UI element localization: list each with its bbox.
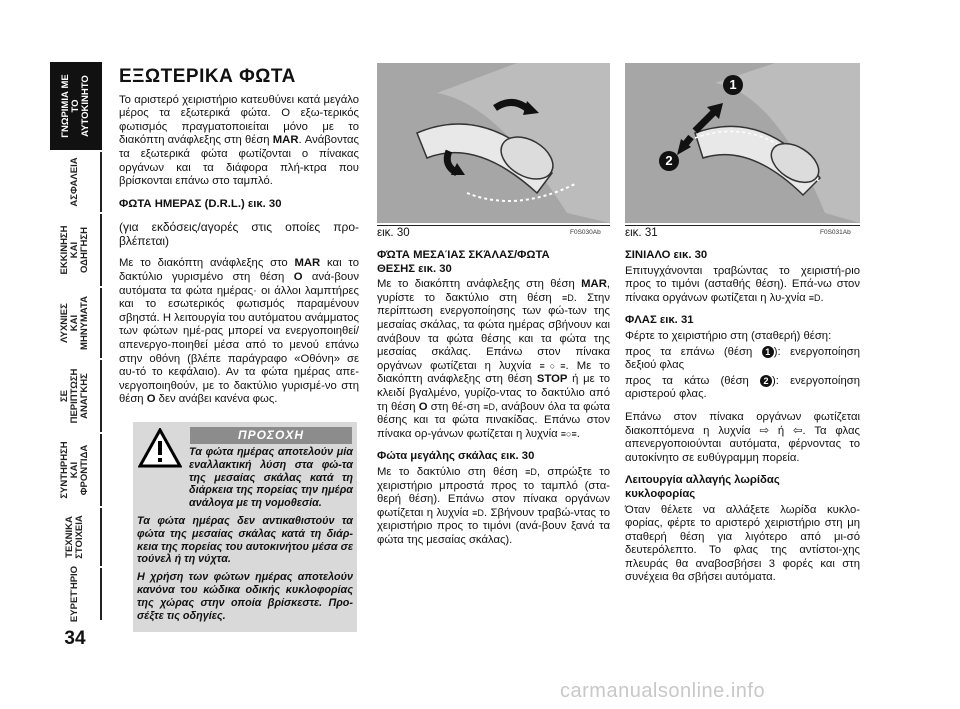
indicators-intro: Φέρτε το χειριστήριο στη (σταθερή) θέση: [625,329,832,342]
section-title: ΕΞΩΤΕΡΙΚΑ ΦΩΤΑ [119,66,296,87]
figure-30-caption: εικ. 30 [377,227,410,239]
watermark: carmanualsonline.info [560,680,766,702]
tab-getting-to-know[interactable]: ΓΝΩΡΙΜΙΑ ΜΕ ΤΟ ΑΥΤΟΚΙΝΗΤΟ [50,62,102,150]
tab-technical-data[interactable]: ΤΕΧΝΙΚΑ ΣΤΟΙΧΕΙΑ [50,508,102,566]
column-3 [625,249,860,594]
lane-change-paragraph: Όταν θέλετε να αλλάξετε λωρίδα κυκλο-φορίας, φέρτε το αριστερό χειριστήριο στη μη σταθερή θέση για λιγότερο από μι-σό δευτερόλεπτο. Το φλας της αντίστοι-χης πλευράς θα αναβοσβήσει 3 φορές και στη συνέχεια θα σβήσει αυτόματα. [625,503,860,584]
low-beam-heading-line2: ΘΕΣΗΣ εικ. 30 [377,262,452,275]
high-beam-paragraph: Με το δακτύλιο στη θέση ≡D, σπρώξτε το χειριστήριο μπροστά προς το ταμπλό (στα-θερή θέση). Επάνω στον πίνακα οργάνων φωτίζεται η λυχνία ≡D. Σβήνουν τραβώ-ντας το χειριστήριο προς το τιμόνι (ανά-βουν ξανά τα φώτα της μεσαίας σκάλας). [377,465,610,546]
drl-subtitle: (για εκδόσεις/αγορές στις οποίες προ-βλέπεται) [119,220,359,249]
drl-heading: ΦΩΤΑ ΗΜΕΡΑΣ (D.R.L.) εικ. 30 [119,197,282,210]
high-beam-symbol-icon: ≡D [808,292,821,303]
callout-1: 1 [723,75,743,95]
column-2 [377,249,610,556]
indicators-paragraph: Επάνω στον πίνακα οργάνων φωτίζεται διακοπτόμενα η λυχνία ⇨ ή ⇦. Τα φλας απενεργοποιούνται αυτόματα, φέρνοντας το αυτοκίνητο σε ευθύγραμμη πορεία. [625,410,860,464]
callout-2-inline: 2 [760,375,772,387]
figure-30-rule [377,225,610,226]
warning-paragraph-3: Η χρήση των φώτων ημέρας αποτελούν κανόνα του κώδικα οδικής κυκλοφορίας της χώρας στην οποία βρίσκεστε. Προ-σέξτε τις οδηγίες. [137,571,353,622]
figure-31-rule [625,225,860,226]
figure-30 [377,63,610,223]
low-beam-symbol-icon: ≡D [561,292,574,303]
low-beam-heading-line1: ΦΏΤΑ ΜΕΣΑΊΑΣ ΣΚΆΛΑΣ/ΦΩΤΑ [377,249,550,261]
low-beam-symbol-icon: ≡D [483,401,495,412]
indicator-down: προς τα κάτω (θέση 2 ): ενεργοποίηση αριστερού φλας. [625,374,860,401]
intro-paragraph: Το αριστερό χειριστήριο κατευθύνει κατά μεγάλο μέρος τα εξωτερικά φώτα. Ο εξω-τερικός φωτισμός πραγματοποιείται μόνο με το διακόπτη ανάφλεξης στη θέση MAR. Ανάβοντας τα εξωτερικά φώτα φωτίζονται ο πίνακας οργάνων και τα διάφορα πλή-κτρα που βρίσκονται επάνω στο ταμπλό. [119,93,360,188]
chapter-sidebar [50,62,102,623]
callout-2: 2 [659,151,679,171]
warning-heading: ΠΡΟΣΟΧΗ [190,427,352,444]
high-beam-symbol-icon: ≡D [472,507,484,518]
tab-index[interactable]: ΕΥΡΕΤΉΡΙΟ [50,568,102,620]
stalk-illustration-30 [377,63,610,223]
tab-emergency[interactable]: ΣΕ ΠΕΡΙΠΤΩΣΗ ΑΝΑΓΚΗΣ [50,360,102,432]
flash-paragraph: Επιτυγχάνονται τραβώντας το χειριστή-ριο προς το τιμόνι (ασταθής θέση). Επά-νω στον πίνακα οργάνων φωτίζεται η λυ-χνία ≡D. [625,264,860,304]
side-light-symbol-icon: ≡○≡ [539,360,566,371]
high-beam-heading: Φώτα μεγάλης σκάλας εικ. 30 [377,450,535,463]
warning-box [133,422,357,632]
right-arrow-icon: ⇨ [759,424,769,437]
low-beam-paragraph: Με το διακόπτη ανάφλεξης στη θέση MAR, γυρίστε το δακτύλιο στη θέση ≡D. Στην περίπτωση ενεργοποίησης των φώ-των της μεσαίας σκάλας, τα φώτα ημέρας σβήνουν και ανάβουν τα φώτα θέσης και τα φώτα της μεσαίας σκάλας. Επάνω στον πίνακα οργάνων φωτίζεται η λυχνία ≡○≡. Με το διακόπτη ανάφλεξης στη θέση STOP ή με το κλειδί βγαλμένο, γυρίζο-ντας το δακτύλιο από τη θέση O στη θέ-ση ≡D, ανάβουν όλα τα φώτα θέσης και τα φώτα πινακίδας. Επάνω στον πίνακα ορ-γάνων φωτίζεται η λυχνία ≡○≡. [377,278,610,440]
figure-31-caption: εικ. 31 [625,227,658,239]
lane-change-heading-line1: Λειτουργία αλλαγής λωρίδας [625,474,780,487]
left-arrow-icon: ⇦ [793,424,803,437]
figure-31-code: F0S031Ab [820,229,851,236]
column-1 [119,66,360,416]
lane-change-heading-line2: κυκλοφορίας [625,487,696,500]
side-light-symbol-icon: ≡○≡ [560,428,577,439]
figure-31 [625,63,860,223]
page-number: 34 [64,628,86,649]
flash-heading: ΣΙΝΙΑΛΟ εικ. 30 [625,249,708,261]
drl-paragraph: Με το διακόπτη ανάφλεξης στο MAR και το δακτύλιο γυρισμένο στη θέση O ανά-βουν αυτόματα τα φώτα ημέρας· οι άλλοι λαμπτήρες και το εσωτερικός φωτισμός παραμένουν σβηστά. Η λειτουργία του αυτόματου ανάμματος των φώτων ημέ-ρας μπορεί να ενεργοποιηθεί/απενεργο-ποιηθεί μέσα από το μενού επάνω στην οθόνη (βλέπε παράγραφο «Οθόνη» σε αυ-τό το κεφάλαιο). Αν τα φώτα ημέρας απε-νεργοποιηθούν, με το δακτύλιο γυρισμέ-νο στη θέση O δεν ανάβει κανένα φως. [119,257,360,406]
tab-safety[interactable]: ΑΣΦΑΛΕΙΑ [50,152,102,212]
indicators-heading: ΦΛΑΣ εικ. 31 [625,314,694,327]
warning-paragraph-2: Τα φώτα ημέρας δεν αντικαθιστούν τα φώτα της μεσαίας σκάλας κατά τη διάρ-κεια της πορείας του αυτοκινήτου μέσα σε τούνελ ή τη νύχτα. [137,514,353,566]
low-beam-symbol-icon: ≡D [525,466,537,477]
tab-maintenance[interactable]: ΣΥΝΤΗΡΗΣΗ ΚΑΙ ΦΡΟΝΤΙΔΑ [50,434,102,506]
tab-warning-lights[interactable]: ΛΥΧΝΙΕΣ ΚΑΙ ΜΗΝΥΜΑΤΑ [50,288,102,358]
indicator-up: προς τα επάνω (θέση 1 ): ενεργοποίηση δεξιού φλας [625,345,860,372]
warning-paragraph-1: Τα φώτα ημέρας αποτελούν μία εναλλακτική λύση στα φώ-τα της μεσαίας σκάλας κατά τη διάρκεια της πορείας την ημέρα ανάλογα με τη νομοθεσία. [189,446,353,510]
callout-1-inline: 1 [762,346,774,358]
tab-starting-driving[interactable]: ΕΚΚΙΝΗΣΗ ΚΑΙ ΟΔΗΓΗΣΗ [50,214,102,286]
figure-30-code: F0S030Ab [570,229,601,236]
